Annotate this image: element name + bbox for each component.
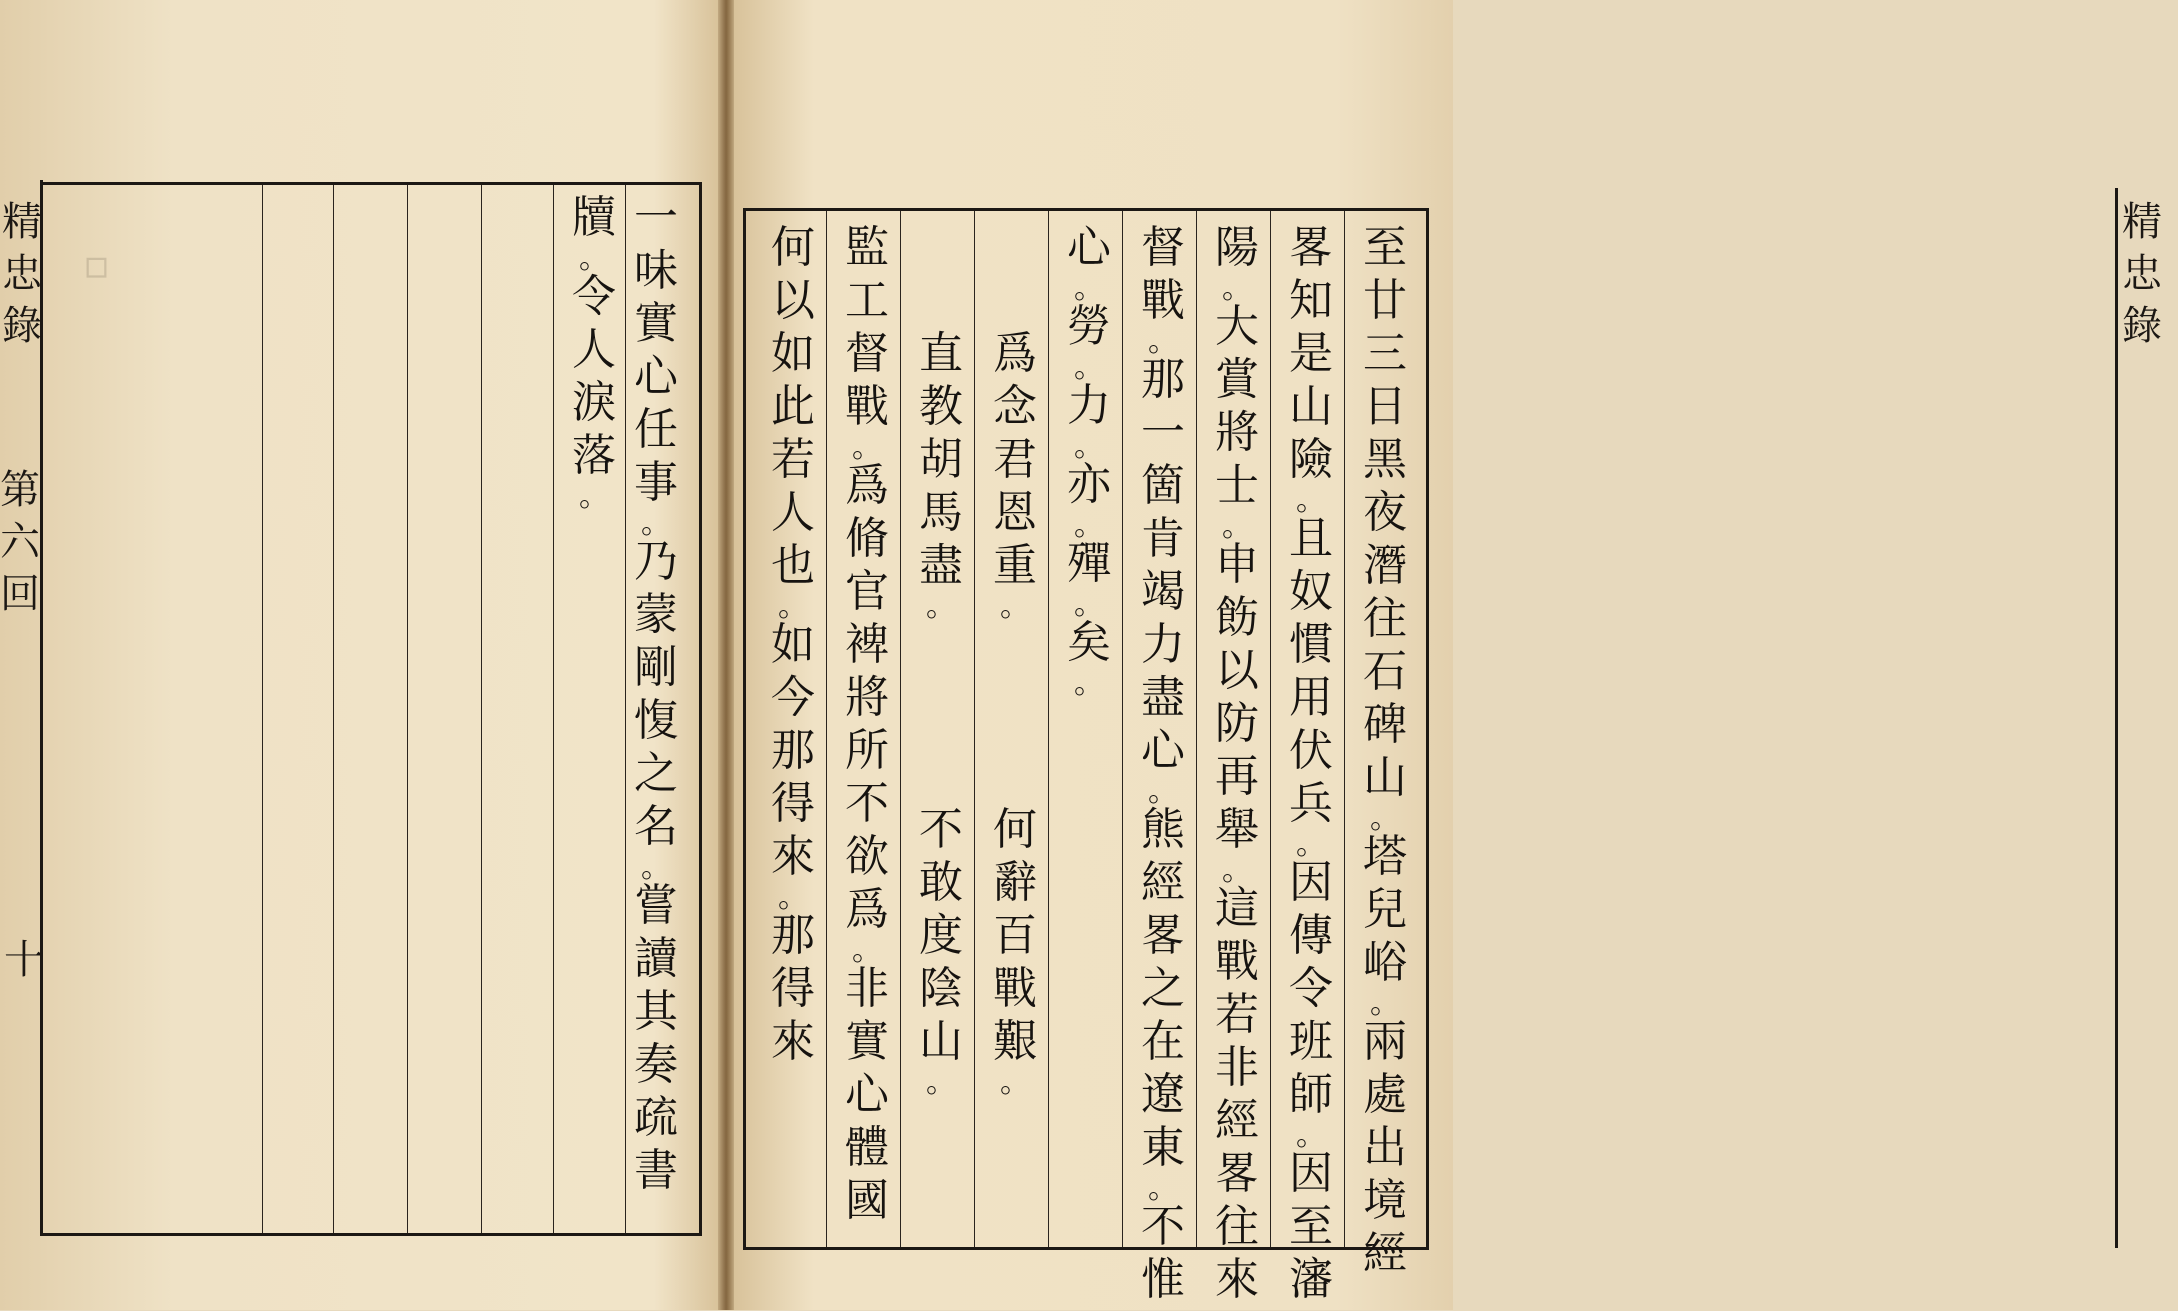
text-char: 遼 <box>1141 1069 1185 1120</box>
text-char: 忠 <box>2122 251 2162 297</box>
text-char: 那 <box>771 725 815 776</box>
text-char: 。 <box>1000 589 1030 624</box>
text-char: 何 <box>771 222 815 273</box>
text-char: 督 <box>1141 222 1185 273</box>
text-char: 山 <box>1363 752 1407 803</box>
text-char: 敢 <box>919 857 963 908</box>
column-rule <box>262 185 263 1233</box>
text-char: 惟 <box>1141 1254 1185 1305</box>
column-rule <box>1270 211 1271 1247</box>
text-char: 用 <box>1289 672 1333 723</box>
left-banxin <box>0 180 43 1232</box>
text-char: 申 <box>1215 539 1259 590</box>
text-char: 往 <box>1215 1201 1259 1252</box>
text-char: 盡 <box>1141 672 1185 723</box>
text-char: 廿 <box>1363 275 1407 326</box>
text-char: 之 <box>634 748 678 799</box>
text-char: 兩 <box>1363 1016 1407 1067</box>
text-char: 險 <box>1289 434 1333 485</box>
text-char: 將 <box>1215 407 1259 458</box>
text-char: 畧 <box>1215 1148 1259 1199</box>
text-char: 這 <box>1215 883 1259 934</box>
text-char: 精 <box>2 199 42 245</box>
text-char: 三 <box>1363 328 1407 379</box>
text-char: 重 <box>993 540 1037 591</box>
text-char: 工 <box>845 275 889 326</box>
text-char: 兵 <box>1289 778 1333 829</box>
text-char: 潛 <box>1363 540 1407 591</box>
text-char: 非 <box>845 963 889 1014</box>
text-char: 。 <box>926 589 956 624</box>
text-char: 。 <box>778 589 808 624</box>
text-char: 乃 <box>634 536 678 587</box>
text-char: 。 <box>641 506 671 541</box>
text-char: 人 <box>771 487 815 538</box>
text-char: 賞 <box>1215 354 1259 405</box>
text-char: 十 <box>4 937 44 983</box>
text-column-6 <box>989 328 1041 624</box>
text-char: 經 <box>1363 1228 1407 1279</box>
text-char: 之 <box>1141 963 1185 1014</box>
text-char: 監 <box>845 222 889 273</box>
text-char: 知 <box>1289 275 1333 326</box>
text-char: 。 <box>579 241 609 276</box>
text-column-2 <box>1285 222 1337 1311</box>
text-char: 。 <box>1222 509 1252 544</box>
text-char: 爲 <box>845 460 889 511</box>
text-char: 那 <box>771 910 815 961</box>
text-char: 疏 <box>634 1092 678 1143</box>
text-char: 來 <box>771 1016 815 1067</box>
column-rule <box>481 185 482 1233</box>
text-char: 畧 <box>1141 910 1185 961</box>
text-char: 。 <box>1074 271 1104 306</box>
text-char: 精 <box>2122 199 2162 245</box>
text-char: 防 <box>1215 698 1259 749</box>
text-char: 塔 <box>1363 831 1407 882</box>
text-column-3 <box>1211 222 1263 1311</box>
text-char: 亦 <box>1067 459 1111 510</box>
text-char: 舉 <box>1215 804 1259 855</box>
text-char: 往 <box>1363 593 1407 644</box>
right-banxin-title <box>2122 199 2162 358</box>
text-char: 如 <box>771 619 815 670</box>
text-char: 不 <box>919 804 963 855</box>
text-char: 出 <box>1363 1122 1407 1173</box>
text-char: 班 <box>1289 1016 1333 1067</box>
text-char: 。 <box>1074 508 1104 543</box>
text-char: 。 <box>1148 774 1178 809</box>
text-char: 至 <box>1363 222 1407 273</box>
text-char: 忠 <box>2 251 42 297</box>
text-char: 六 <box>0 519 40 565</box>
text-char: 碑 <box>1363 699 1407 750</box>
text-char: 戰 <box>1215 936 1259 987</box>
text-char: 直 <box>919 328 963 379</box>
text-char: 念 <box>993 381 1037 432</box>
text-char: 。 <box>926 1065 956 1100</box>
text-char: 。 <box>641 850 671 885</box>
text-char: 錄 <box>2 303 42 349</box>
text-char: 此 <box>771 381 815 432</box>
text-char: 黑 <box>1363 434 1407 485</box>
text-char: 來 <box>1215 1254 1259 1305</box>
text-char: 爲 <box>845 884 889 935</box>
text-char: 瀋 <box>1289 1254 1333 1305</box>
text-char: 心 <box>1067 222 1111 273</box>
text-char: 欲 <box>845 831 889 882</box>
text-char: 再 <box>1215 751 1259 802</box>
text-char: 日 <box>1363 381 1407 432</box>
text-char: 落 <box>572 430 616 481</box>
text-char: 石 <box>1363 646 1407 697</box>
left-page <box>0 0 722 1310</box>
text-char: 脩 <box>845 513 889 564</box>
text-char: 大 <box>1215 301 1259 352</box>
text-char: 畧 <box>1289 222 1333 273</box>
column-rule <box>625 185 626 1233</box>
text-char: 心 <box>1141 725 1185 776</box>
text-char: 第 <box>0 467 40 513</box>
text-char: 名 <box>634 801 678 852</box>
text-char: 因 <box>1289 857 1333 908</box>
text-char: 因 <box>1289 1148 1333 1199</box>
text-char: 陽 <box>1215 222 1259 273</box>
text-char: 實 <box>634 298 678 349</box>
text-char: 體 <box>845 1122 889 1173</box>
left-banxin-title <box>2 199 42 358</box>
text-char: 何 <box>993 804 1037 855</box>
text-char: 馬 <box>919 487 963 538</box>
text-char: 書 <box>634 1145 678 1196</box>
right-banxin <box>2115 188 2178 1248</box>
text-char: 其 <box>634 986 678 1037</box>
text-char: 肯 <box>1141 513 1185 564</box>
text-char: 飭 <box>1215 592 1259 643</box>
text-char: 東 <box>1141 1122 1185 1173</box>
text-char: 來 <box>771 831 815 882</box>
text-char: 竭 <box>1141 566 1185 617</box>
text-char: 兒 <box>1363 884 1407 935</box>
text-char: 。 <box>1296 827 1326 862</box>
text-column-1 <box>1359 222 1411 1285</box>
text-char: 傳 <box>1289 910 1333 961</box>
text-char: 山 <box>1289 381 1333 432</box>
text-char: 裨 <box>845 619 889 670</box>
text-char: 淚 <box>572 377 616 428</box>
left-banxin-chapter <box>0 467 40 626</box>
text-char: 督 <box>845 328 889 379</box>
text-char: 令 <box>1289 963 1333 1014</box>
text-char: 。 <box>1074 429 1104 464</box>
text-char: 峪 <box>1363 937 1407 988</box>
text-char: 恩 <box>993 487 1037 538</box>
text-char: 蒙 <box>634 589 678 640</box>
column-rule <box>1122 211 1123 1247</box>
text-char: 夜 <box>1363 487 1407 538</box>
column-rule <box>553 185 554 1233</box>
text-char: 至 <box>1289 1201 1333 1252</box>
text-char: 愎 <box>634 695 678 746</box>
column-rule <box>1196 211 1197 1247</box>
right-page <box>731 0 2162 1310</box>
text-column-4 <box>1137 222 1189 1311</box>
text-char: 艱 <box>993 1016 1037 1067</box>
text-char: 事 <box>634 457 678 508</box>
text-char: 得 <box>771 963 815 1014</box>
text-char: 伏 <box>1289 725 1333 776</box>
text-char: 嘗 <box>634 880 678 931</box>
text-char: 讀 <box>634 933 678 984</box>
column-rule <box>974 211 975 1247</box>
text-char: 若 <box>1215 989 1259 1040</box>
text-column-5 <box>1063 222 1115 701</box>
text-char: 。 <box>1296 1118 1326 1153</box>
text-char: 士 <box>1215 460 1259 511</box>
text-char: 如 <box>771 328 815 379</box>
text-char: 境 <box>1363 1175 1407 1226</box>
text-char: 味 <box>634 245 678 296</box>
text-char: 。 <box>852 933 882 968</box>
text-char: 。 <box>579 479 609 514</box>
text-char: 熊 <box>1141 804 1185 855</box>
text-char: 奴 <box>1289 566 1333 617</box>
text-char: 殫 <box>1067 538 1111 589</box>
text-char: 令 <box>572 271 616 322</box>
text-char: 。 <box>1074 350 1104 385</box>
text-char: 慣 <box>1289 619 1333 670</box>
text-char: 是 <box>1289 328 1333 379</box>
text-char: 勞 <box>1067 301 1111 352</box>
text-char: 君 <box>993 434 1037 485</box>
text-char: 處 <box>1363 1069 1407 1120</box>
text-char: 戰 <box>1141 275 1185 326</box>
text-char: 今 <box>771 672 815 723</box>
text-char: 度 <box>919 910 963 961</box>
text-char: 箇 <box>1141 460 1185 511</box>
text-char: 在 <box>1141 1016 1185 1067</box>
text-column-7 <box>915 328 967 624</box>
text-char: 不 <box>845 778 889 829</box>
text-char: 。 <box>1074 666 1104 701</box>
text-char: 回 <box>0 571 40 617</box>
text-char: 山 <box>919 1016 963 1067</box>
text-column-1 <box>630 192 682 1202</box>
text-char: 爲 <box>993 328 1037 379</box>
text-char: 力 <box>1141 619 1185 670</box>
text-char: 。 <box>852 430 882 465</box>
left-banxin-page-number <box>4 937 44 992</box>
text-char: 人 <box>572 324 616 375</box>
text-char: 若 <box>771 434 815 485</box>
text-column-6-lower <box>989 804 1041 1100</box>
text-column-2 <box>568 192 620 514</box>
text-char: 那 <box>1141 354 1185 405</box>
bleed-through-text: ▫ <box>83 242 111 288</box>
text-char: 心 <box>845 1069 889 1120</box>
text-char: 。 <box>778 880 808 915</box>
text-char: 。 <box>1370 801 1400 836</box>
text-char: 所 <box>845 725 889 776</box>
text-char: 戰 <box>845 381 889 432</box>
text-char: 百 <box>993 910 1037 961</box>
text-char: 矣 <box>1067 617 1111 668</box>
text-char: 。 <box>1296 483 1326 518</box>
text-char: 。 <box>1370 986 1400 1021</box>
text-char: 盡 <box>919 540 963 591</box>
column-rule <box>826 211 827 1247</box>
text-char: 戰 <box>993 963 1037 1014</box>
text-char: 剛 <box>634 642 678 693</box>
text-char: 經 <box>1215 1095 1259 1146</box>
text-char: 奏 <box>634 1039 678 1090</box>
text-char: 心 <box>634 351 678 402</box>
column-rule <box>1048 211 1049 1247</box>
text-char: 也 <box>771 540 815 591</box>
text-char: 師 <box>1289 1069 1333 1120</box>
text-char: 。 <box>1148 324 1178 359</box>
text-char: 非 <box>1215 1042 1259 1093</box>
column-rule <box>900 211 901 1247</box>
text-char: 陰 <box>919 963 963 1014</box>
text-char: 胡 <box>919 434 963 485</box>
text-column-7-lower <box>915 804 967 1100</box>
text-char: 力 <box>1067 380 1111 431</box>
text-char: 辭 <box>993 857 1037 908</box>
text-char: 不 <box>1141 1201 1185 1252</box>
text-char: 錄 <box>2122 303 2162 349</box>
text-char: 一 <box>634 192 678 243</box>
text-char: 。 <box>1074 587 1104 622</box>
column-rule <box>407 185 408 1233</box>
text-char: 。 <box>1148 1171 1178 1206</box>
text-char: 牘 <box>572 192 616 243</box>
column-rule <box>1344 211 1345 1247</box>
text-char: 教 <box>919 381 963 432</box>
text-column-9 <box>767 222 819 1073</box>
text-char: 。 <box>1000 1065 1030 1100</box>
text-char: 官 <box>845 566 889 617</box>
column-rule <box>333 185 334 1233</box>
text-char: 經 <box>1141 857 1185 908</box>
text-char: 任 <box>634 404 678 455</box>
text-char: 國 <box>845 1175 889 1226</box>
text-char: 以 <box>771 275 815 326</box>
text-char: 以 <box>1215 645 1259 696</box>
text-char: 將 <box>845 672 889 723</box>
text-char: 一 <box>1141 407 1185 458</box>
text-char: 且 <box>1289 513 1333 564</box>
text-char: 。 <box>1222 853 1252 888</box>
text-char: 。 <box>1222 271 1252 306</box>
text-char: 得 <box>771 778 815 829</box>
text-column-8 <box>841 222 893 1232</box>
text-char: 實 <box>845 1016 889 1067</box>
